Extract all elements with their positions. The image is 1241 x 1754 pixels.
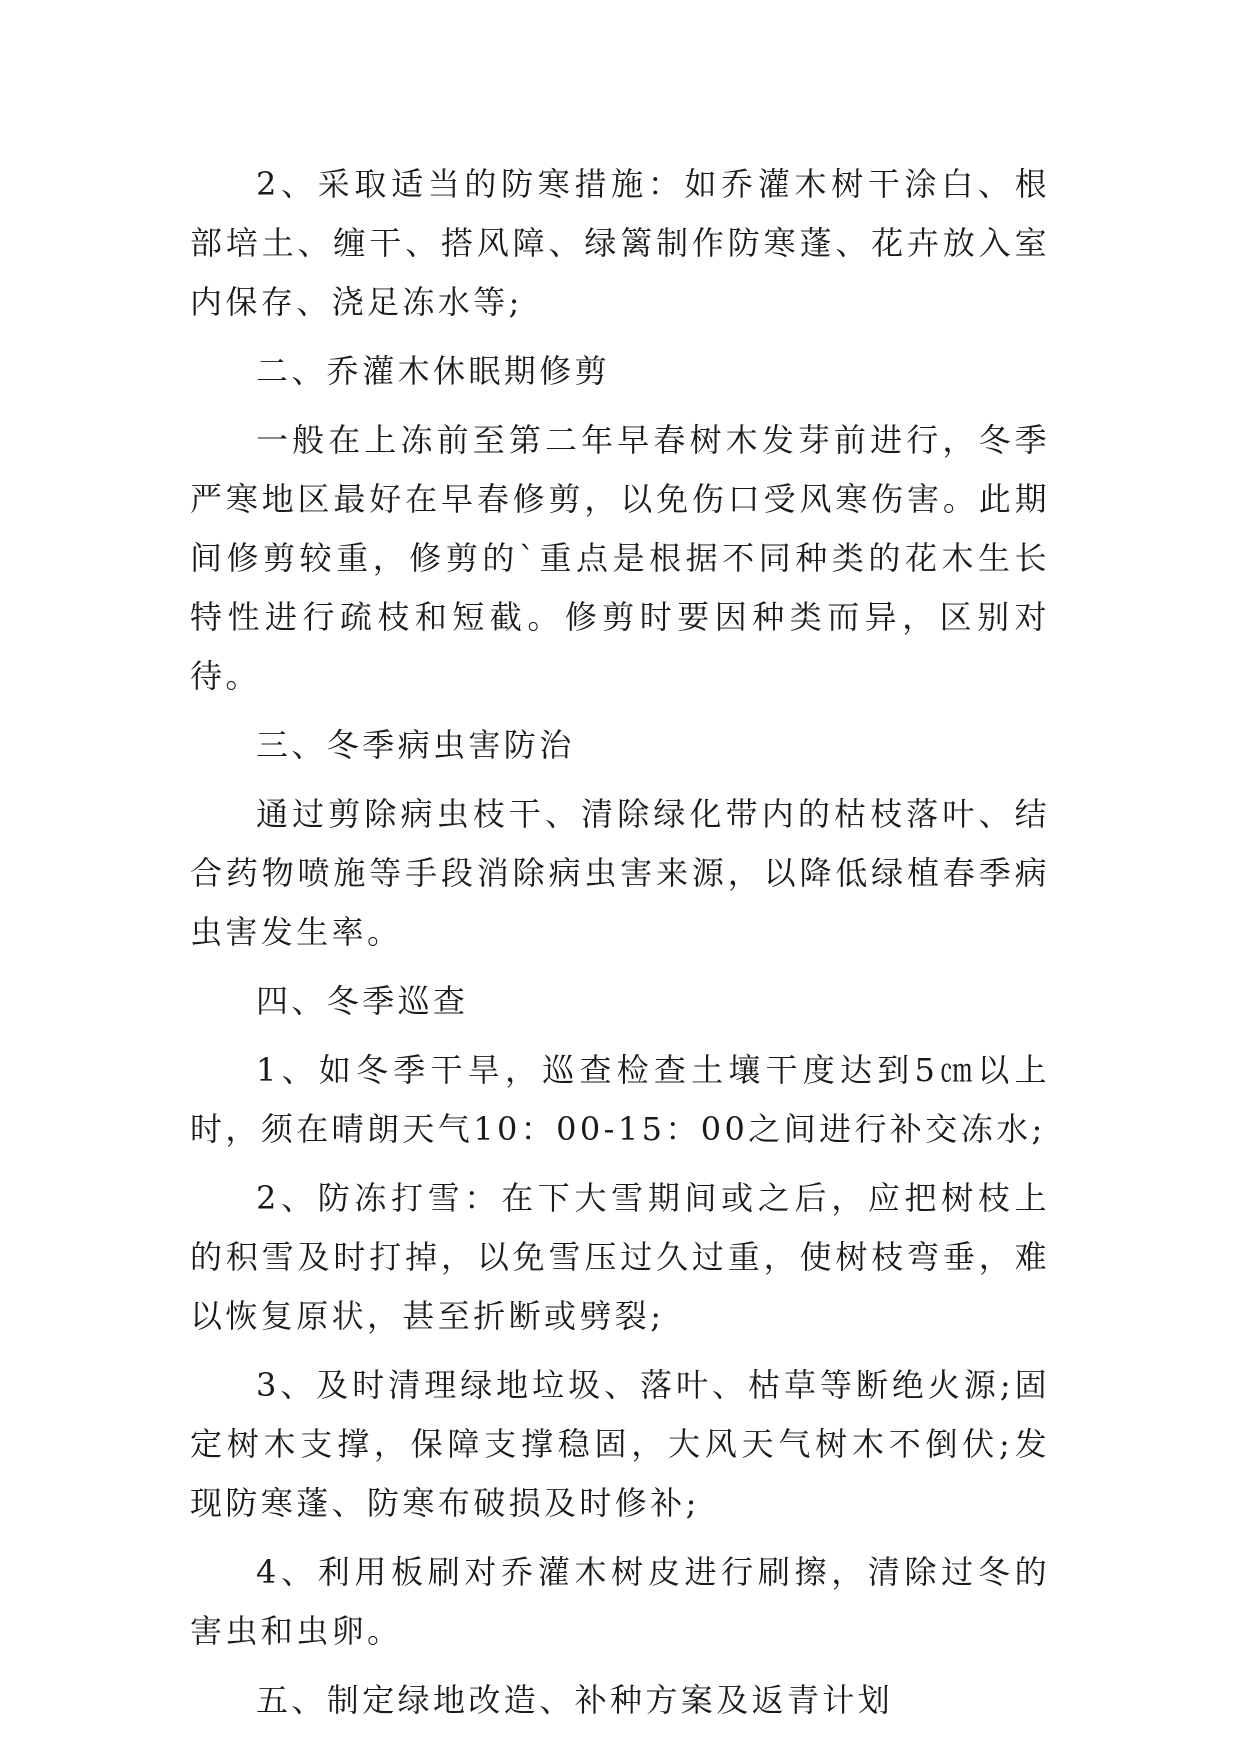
section-heading-renovation-plan: 五、制定绿地改造、补种方案及返青计划 (256, 1681, 894, 1719)
paragraph-inspection-watering: 1、如冬季干旱，巡查检查土壤干度达到5㎝以上时，须在晴朗天气10：00-15：00之间进行补交冻水; (190, 1051, 1050, 1148)
paragraph-inspection-cleanup: 3、及时清理绿地垃圾、落叶、枯草等断绝火源;固定树木支撑，保障支撑稳固，大风天气树木不倒伏;发现防寒蓬、防寒布破损及时修补; (190, 1366, 1050, 1522)
paragraph-pest-control: 通过剪除病虫枝干、清除绿化带内的枯枝落叶、结合药物喷施等手段消除病虫害来源，以降低绿植春季病虫害发生率。 (190, 795, 1050, 951)
paragraph-inspection-snow: 2、防冻打雪：在下大雪期间或之后，应把树枝上的积雪及时打掉，以免雪压过久过重，使树枝弯垂，难以恢复原状，甚至折断或劈裂; (190, 1179, 1050, 1335)
paragraph-dormant-pruning: 一般在上冻前至第二年早春树木发芽前进行，冬季严寒地区最好在早春修剪，以免伤口受风寒伤害。此期间修剪较重，修剪的`重点是根据不同种类的花木生长特性进行疏枝和短截。修剪时要因种类而异，区别对待。 (190, 421, 1050, 695)
paragraph-inspection-bark: 4、利用板刷对乔灌木树皮进行刷擦，清除过冬的害虫和虫卵。 (190, 1553, 1050, 1650)
section-heading-dormant-pruning: 二、乔灌木休眠期修剪 (256, 352, 611, 390)
section-heading-winter-inspection: 四、冬季巡查 (256, 982, 469, 1020)
paragraph-cold-protection-measures: 2、采取适当的防寒措施：如乔灌木树干涂白、根部培土、缠干、搭风障、绿篱制作防寒蓬、花卉放入室内保存、浇足冻水等; (190, 165, 1050, 321)
document-body (190, 155, 1050, 1730)
section-heading-pest-control: 三、冬季病虫害防治 (256, 726, 575, 764)
